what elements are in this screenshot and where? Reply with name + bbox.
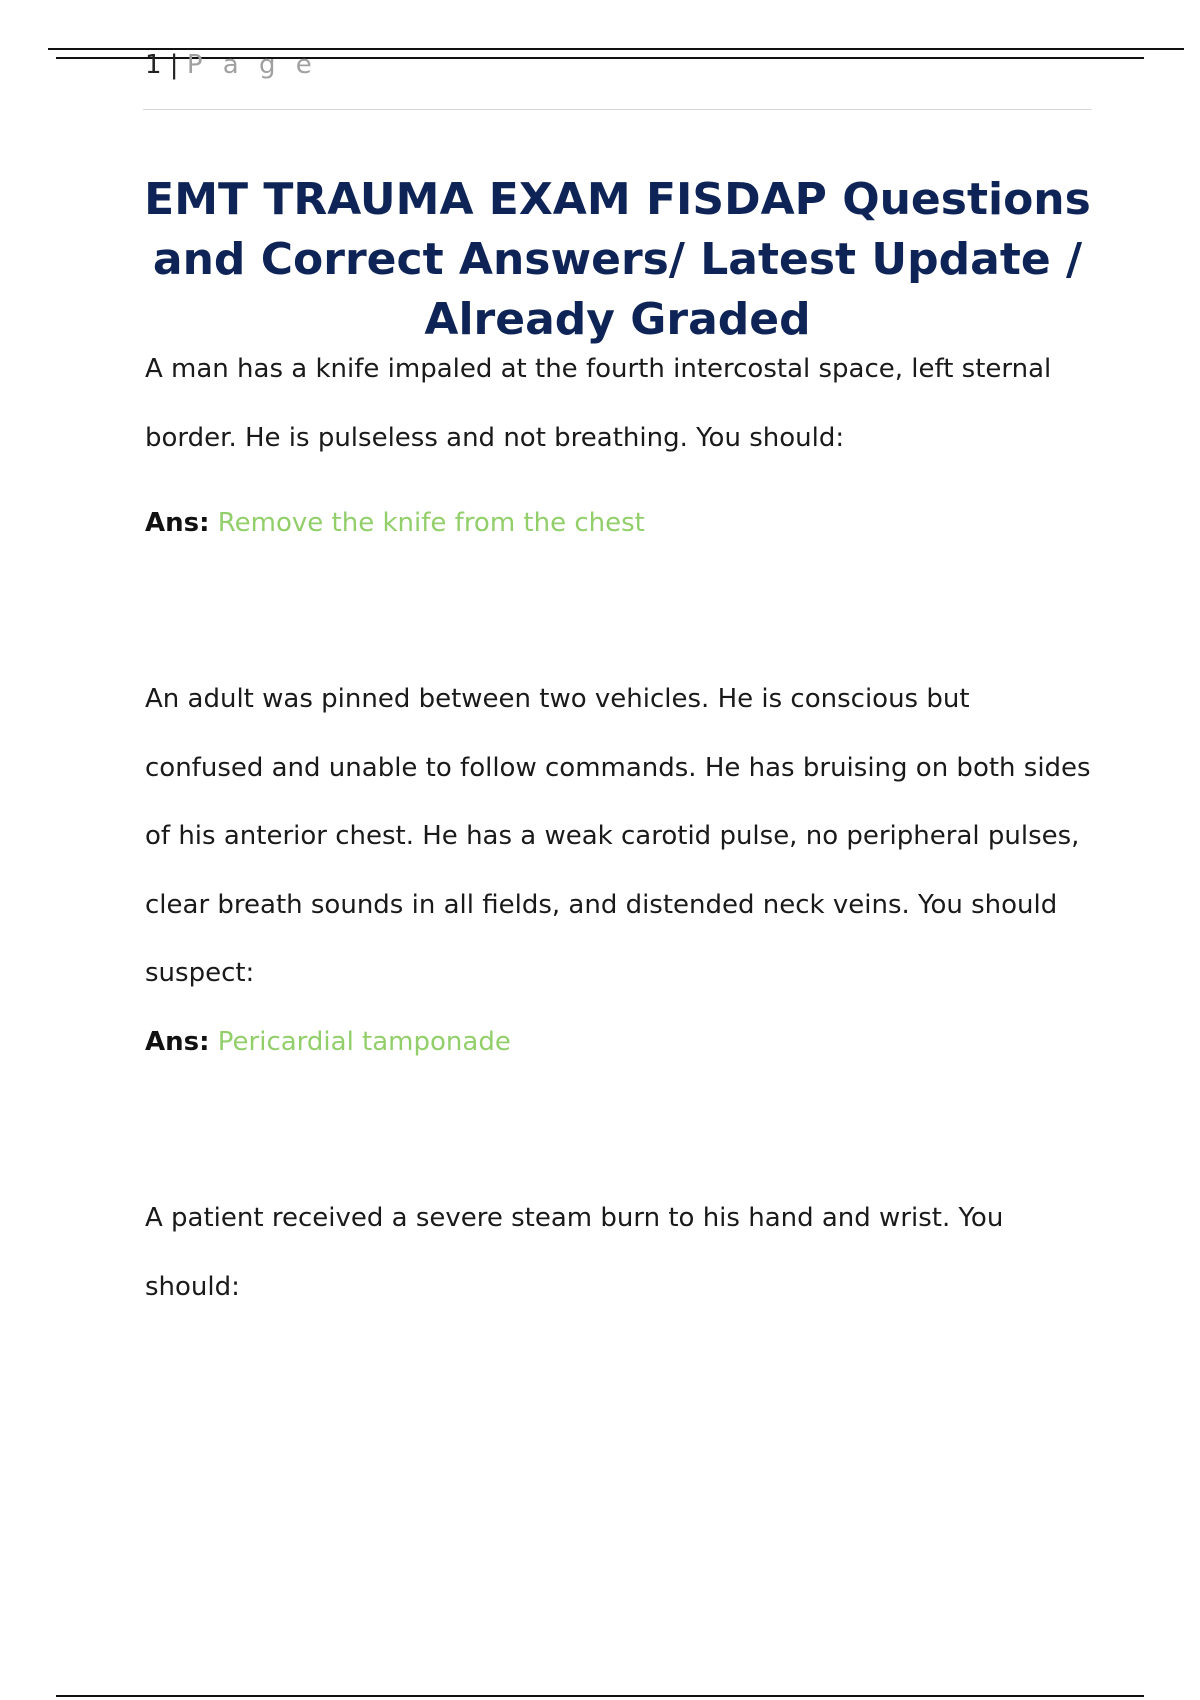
- page-number: 1: [145, 50, 162, 80]
- bottom-border-line: [56, 1695, 1144, 1697]
- answer-label: Ans:: [145, 1027, 210, 1057]
- answer-1: [145, 503, 645, 543]
- question-1: A man has a knife impaled at the fourth intercostal space, left sternal border. He is pulseless and not breathing. You should:: [145, 354, 1052, 453]
- answer-text: Remove the knife from the chest: [217, 508, 645, 538]
- answer-2: [145, 1022, 511, 1062]
- page-label: P a g e: [186, 50, 318, 80]
- answer-text: Pericardial tamponade: [217, 1027, 511, 1057]
- header-divider: [143, 109, 1092, 110]
- page-header: [145, 50, 318, 80]
- answer-label: Ans:: [145, 508, 210, 538]
- page-separator: |: [161, 50, 187, 80]
- document-title: EMT TRAUMA EXAM FISDAP Questions and Correct Answers/ Latest Update / Already Graded: [144, 174, 1091, 345]
- question-3: A patient received a severe steam burn to his hand and wrist. You should:: [145, 1203, 1004, 1302]
- question-2: An adult was pinned between two vehicles. He is conscious but confused and unable to follow commands. He has bruising on both sides of his anterior chest. He has a weak carotid pulse, no peripheral pulses, clear breath sounds in all fields, and distended neck veins. You should suspect:: [145, 684, 1091, 988]
